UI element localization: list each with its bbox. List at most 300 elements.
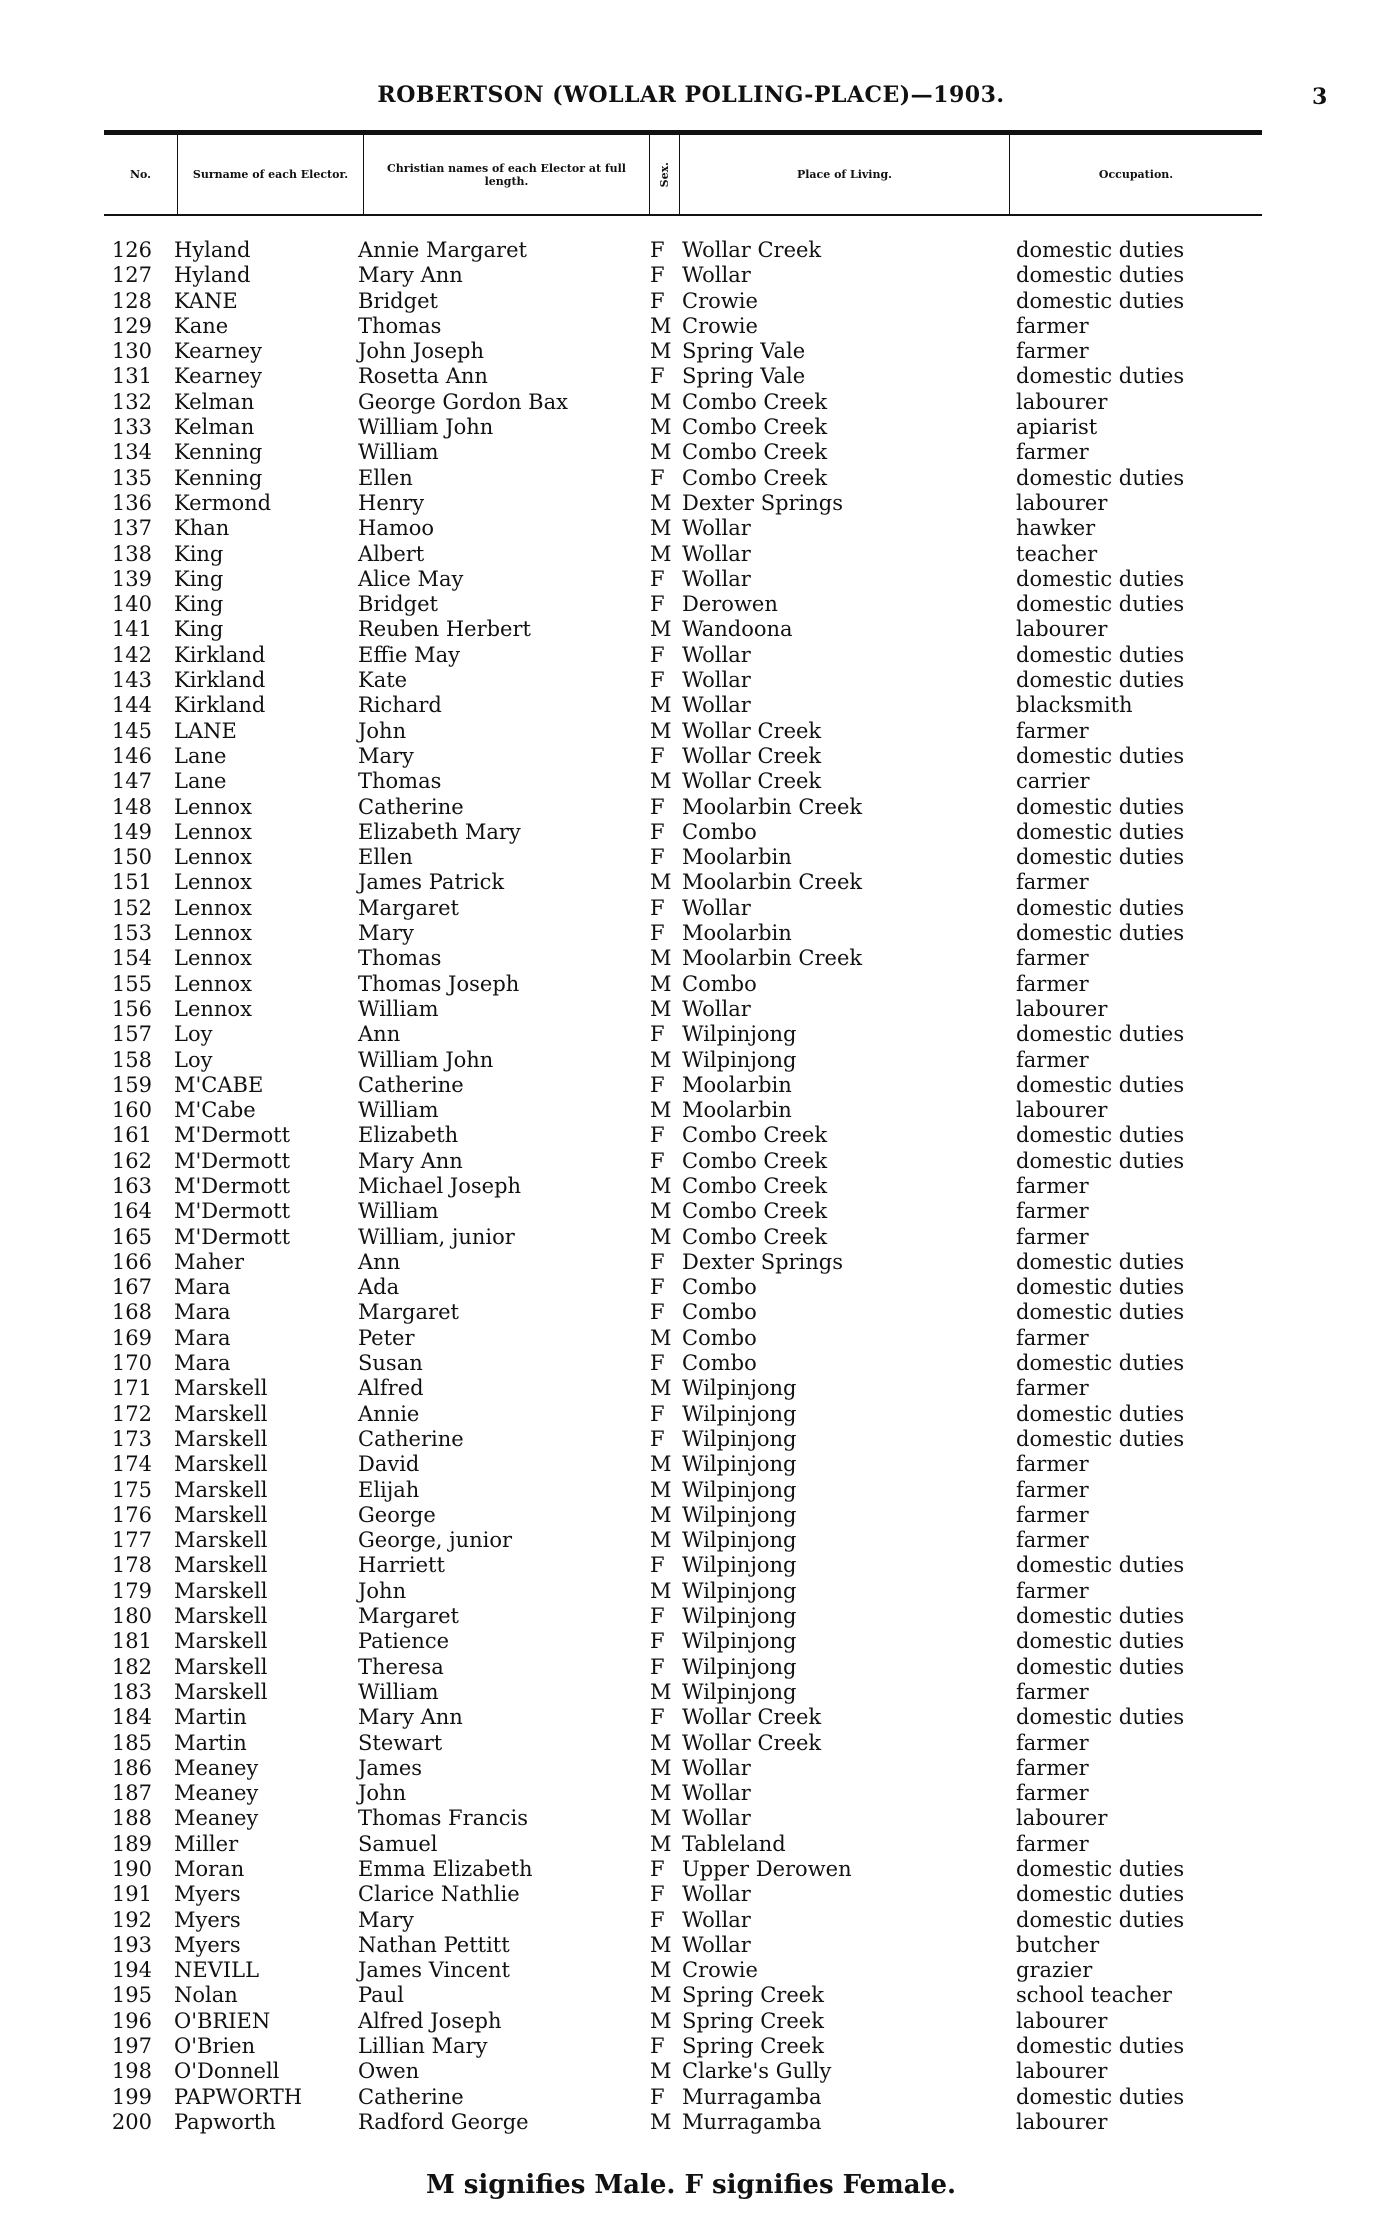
elector-number: 162 (111, 1148, 152, 1173)
elector-christian-names: Owen (358, 2059, 420, 2084)
elector-surname: Kirkland (174, 693, 266, 718)
table-row (0, 1326, 1382, 1351)
elector-number: 193 (111, 1932, 152, 1957)
elector-number: 182 (111, 1654, 152, 1679)
elector-surname: Marskell (174, 1426, 268, 1451)
elector-occupation: farmer (1016, 1755, 1089, 1780)
elector-sex: F (650, 1401, 665, 1426)
elector-sex: M (650, 996, 672, 1021)
elector-number: 195 (111, 1983, 152, 2008)
elector-place-of-living: Wilpinjong (682, 1578, 797, 1603)
elector-place-of-living: Wilpinjong (682, 1022, 797, 1047)
elector-christian-names: Rosetta Ann (358, 364, 488, 389)
elector-occupation: farmer (1016, 1452, 1089, 1477)
table-row (0, 643, 1382, 668)
elector-occupation: domestic duties (1016, 794, 1185, 819)
elector-number: 177 (111, 1528, 152, 1553)
elector-sex: M (650, 1831, 672, 1856)
elector-christian-names: George Gordon Bax (358, 389, 568, 414)
table-row (0, 693, 1382, 718)
elector-occupation: farmer (1016, 1376, 1089, 1401)
table-row (0, 1781, 1382, 1806)
elector-place-of-living: Wollar (682, 541, 751, 566)
table-row (0, 263, 1382, 288)
elector-sex: F (650, 1022, 665, 1047)
elector-christian-names: Susan (358, 1351, 423, 1376)
elector-christian-names: Catherine (358, 2084, 464, 2109)
elector-number: 166 (111, 1249, 152, 1274)
elector-place-of-living: Wilpinjong (682, 1376, 797, 1401)
elector-number: 169 (111, 1325, 152, 1350)
elector-occupation: farmer (1016, 1831, 1089, 1856)
table-row (0, 769, 1382, 794)
elector-surname: M'Dermott (174, 1224, 291, 1249)
table-row (0, 2110, 1382, 2135)
elector-surname: Papworth (174, 2109, 276, 2134)
elector-occupation: teacher (1016, 541, 1098, 566)
table-row (0, 1882, 1382, 1907)
elector-sex: F (650, 794, 665, 819)
elector-place-of-living: Upper Derowen (682, 1857, 852, 1881)
elector-occupation: carrier (1016, 769, 1090, 794)
elector-sex: F (650, 1654, 665, 1679)
elector-sex: M (650, 718, 672, 743)
elector-number: 170 (111, 1351, 152, 1376)
elector-number: 151 (111, 870, 152, 895)
elector-christian-names: Samuel (358, 1831, 438, 1856)
elector-sex: F (650, 921, 665, 946)
table-row (0, 1250, 1382, 1275)
elector-number: 161 (111, 1123, 152, 1148)
table-row (0, 795, 1382, 820)
elector-number: 150 (111, 845, 152, 870)
elector-number: 191 (111, 1882, 152, 1907)
table-row (0, 2085, 1382, 2110)
elector-number: 140 (111, 592, 152, 617)
elector-christian-names: Margaret (358, 1604, 459, 1629)
elector-surname: Kane (174, 313, 229, 338)
elector-surname: Myers (174, 1882, 241, 1907)
table-row (0, 2034, 1382, 2059)
elector-occupation: labourer (1016, 389, 1108, 414)
elector-christian-names: John (358, 1578, 407, 1603)
elector-christian-names: Thomas Francis (358, 1806, 528, 1831)
elector-christian-names: Thomas (358, 313, 442, 338)
elector-sex: F (650, 1604, 665, 1629)
elector-christian-names: Mary (358, 921, 414, 946)
table-row (0, 1806, 1382, 1831)
table-row (0, 2009, 1382, 2034)
table-row (0, 1680, 1382, 1705)
elector-place-of-living: Wollar (682, 566, 751, 591)
table-row (0, 1351, 1382, 1376)
elector-sex: F (650, 592, 665, 617)
table-row (0, 1731, 1382, 1756)
elector-surname: Mara (174, 1300, 231, 1325)
elector-occupation: farmer (1016, 313, 1089, 338)
elector-surname: M'Dermott (174, 1199, 291, 1224)
elector-place-of-living: Combo Creek (682, 1148, 828, 1173)
elector-sex: F (650, 1072, 665, 1097)
elector-sex: F (650, 465, 665, 490)
elector-surname: Marskell (174, 1452, 268, 1477)
elector-surname: Hyland (174, 263, 251, 288)
elector-surname: Lennox (174, 819, 252, 844)
table-row (0, 390, 1382, 415)
elector-surname: Mara (174, 1325, 231, 1350)
elector-occupation: domestic duties (1016, 668, 1185, 693)
elector-surname: Kelman (174, 389, 255, 414)
elector-number: 148 (111, 794, 152, 819)
elector-place-of-living: Wollar (682, 1932, 751, 1957)
elector-christian-names: Ada (358, 1275, 400, 1300)
elector-christian-names: Catherine (358, 1072, 464, 1097)
elector-occupation: farmer (1016, 440, 1089, 465)
table-row (0, 972, 1382, 997)
elector-occupation: labourer (1016, 2008, 1108, 2033)
elector-place-of-living: Dexter Springs (682, 490, 844, 515)
elector-place-of-living: Wollar Creek (682, 1705, 822, 1730)
elector-sex: M (650, 1199, 672, 1224)
elector-number: 141 (111, 617, 152, 642)
table-row (0, 1579, 1382, 1604)
table-row (0, 617, 1382, 642)
table-row (0, 466, 1382, 491)
elector-number: 197 (111, 2034, 152, 2059)
elector-place-of-living: Wilpinjong (682, 1452, 797, 1477)
elector-place-of-living: Spring Vale (682, 339, 806, 364)
elector-number: 187 (111, 1781, 152, 1806)
elector-surname: King (174, 592, 224, 617)
elector-number: 130 (111, 339, 152, 364)
elector-sex: M (650, 946, 672, 971)
elector-place-of-living: Tableland (682, 1831, 786, 1856)
elector-sex: M (650, 516, 672, 541)
elector-christian-names: Mary Ann (358, 1148, 463, 1173)
elector-surname: Lennox (174, 971, 252, 996)
elector-occupation: farmer (1016, 1224, 1089, 1249)
elector-surname: O'BRIEN (174, 2008, 271, 2033)
elector-number: 142 (111, 642, 152, 667)
elector-sex: M (650, 1047, 672, 1072)
elector-place-of-living: Wollar (682, 895, 751, 920)
elector-sex: F (650, 1123, 665, 1148)
elector-number: 178 (111, 1553, 152, 1578)
elector-place-of-living: Moolarbin (682, 845, 792, 870)
elector-occupation: farmer (1016, 1730, 1089, 1755)
table-row (0, 1857, 1382, 1882)
elector-christian-names: Alice May (358, 566, 464, 591)
elector-number: 152 (111, 895, 152, 920)
elector-christian-names: James (358, 1755, 423, 1780)
elector-surname: Miller (174, 1831, 239, 1856)
table-row (0, 1604, 1382, 1629)
elector-christian-names: William (358, 1679, 439, 1704)
table-row (0, 1073, 1382, 1098)
elector-christian-names: Margaret (358, 1300, 459, 1325)
elector-surname: Lennox (174, 895, 252, 920)
table-row (0, 1022, 1382, 1047)
elector-surname: Lane (174, 769, 227, 794)
elector-number: 138 (111, 541, 152, 566)
elector-number: 127 (111, 263, 152, 288)
elector-sex: M (650, 1528, 672, 1553)
elector-number: 185 (111, 1730, 152, 1755)
elector-christian-names: William, junior (358, 1224, 515, 1249)
table-row (0, 997, 1382, 1022)
elector-number: 131 (111, 364, 152, 389)
table-row (0, 1908, 1382, 1933)
elector-number: 156 (111, 996, 152, 1021)
table-row (0, 1503, 1382, 1528)
elector-surname: Hyland (174, 238, 251, 262)
elector-place-of-living: Wilpinjong (682, 1629, 797, 1654)
elector-sex: F (650, 566, 665, 591)
elector-surname: O'Brien (174, 2034, 256, 2059)
elector-occupation: domestic duties (1016, 465, 1185, 490)
elector-surname: Lennox (174, 845, 252, 870)
elector-occupation: farmer (1016, 946, 1089, 971)
elector-place-of-living: Combo (682, 1325, 757, 1350)
header-sex (650, 135, 680, 214)
elector-sex: M (650, 490, 672, 515)
table-row (0, 567, 1382, 592)
elector-occupation: farmer (1016, 1781, 1089, 1806)
table-row (0, 668, 1382, 693)
elector-surname: Marskell (174, 1654, 268, 1679)
elector-sex: M (650, 1806, 672, 1831)
elector-christian-names: Kate (358, 668, 408, 693)
table-row (0, 1958, 1382, 1983)
elector-surname: Lane (174, 743, 227, 768)
elector-sex: F (650, 743, 665, 768)
elector-place-of-living: Wollar (682, 642, 751, 667)
elector-occupation: domestic duties (1016, 2034, 1185, 2059)
elector-occupation: domestic duties (1016, 1553, 1185, 1578)
elector-number: 181 (111, 1629, 152, 1654)
elector-place-of-living: Wollar (682, 263, 751, 288)
elector-occupation: butcher (1016, 1932, 1100, 1957)
table-row (0, 542, 1382, 567)
elector-sex: F (650, 1857, 665, 1881)
elector-place-of-living: Wollar Creek (682, 743, 822, 768)
header-christian-names: Christian names of each Elector at full length. (364, 135, 650, 214)
table-row (0, 1983, 1382, 2008)
elector-occupation: farmer (1016, 1173, 1089, 1198)
table-row (0, 364, 1382, 389)
elector-christian-names: Bridget (358, 288, 438, 313)
elector-place-of-living: Combo (682, 1275, 757, 1300)
header-sex-label: Sex. (658, 161, 671, 188)
elector-christian-names: William (358, 440, 439, 465)
elector-surname: Myers (174, 1907, 241, 1932)
elector-number: 129 (111, 313, 152, 338)
elector-christian-names: Effie May (358, 642, 460, 667)
elector-place-of-living: Crowie (682, 1958, 758, 1983)
elector-sex: M (650, 339, 672, 364)
table-row (0, 415, 1382, 440)
elector-number: 164 (111, 1199, 152, 1224)
elector-occupation: domestic duties (1016, 364, 1185, 389)
elector-number: 189 (111, 1831, 152, 1856)
elector-sex: M (650, 1755, 672, 1780)
elector-place-of-living: Wollar (682, 996, 751, 1021)
elector-place-of-living: Wollar Creek (682, 718, 822, 743)
elector-sex: M (650, 1932, 672, 1957)
elector-number: 188 (111, 1806, 152, 1831)
elector-occupation: domestic duties (1016, 642, 1185, 667)
elector-occupation: domestic duties (1016, 1401, 1185, 1426)
page-title: ROBERTSON (WOLLAR POLLING-PLACE)—1903. (377, 82, 1005, 108)
elector-surname: KANE (174, 288, 238, 313)
elector-surname: Mara (174, 1275, 231, 1300)
elector-christian-names: Thomas (358, 769, 442, 794)
elector-christian-names: John Joseph (358, 339, 485, 364)
elector-occupation: domestic duties (1016, 895, 1185, 920)
elector-surname: Myers (174, 1932, 241, 1957)
elector-surname: Meaney (174, 1755, 259, 1780)
elector-surname: Marskell (174, 1604, 268, 1629)
elector-surname: Moran (174, 1857, 245, 1881)
elector-christian-names: Margaret (358, 895, 459, 920)
elector-occupation: domestic duties (1016, 1604, 1185, 1629)
elector-number: 157 (111, 1022, 152, 1047)
elector-sex: M (650, 1781, 672, 1806)
elector-number: 175 (111, 1477, 152, 1502)
elector-occupation: domestic duties (1016, 1857, 1185, 1881)
elector-occupation: domestic duties (1016, 1882, 1185, 1907)
elector-christian-names: Theresa (358, 1654, 444, 1679)
elector-surname: Lennox (174, 946, 252, 971)
elector-place-of-living: Wilpinjong (682, 1047, 797, 1072)
elector-occupation: farmer (1016, 1047, 1089, 1072)
elector-occupation: domestic duties (1016, 1148, 1185, 1173)
elector-number: 158 (111, 1047, 152, 1072)
table-row (0, 1402, 1382, 1427)
elector-sex: F (650, 1907, 665, 1932)
elector-sex: F (650, 845, 665, 870)
elector-christian-names: Clarice Nathlie (358, 1882, 520, 1907)
elector-christian-names: David (358, 1452, 420, 1477)
elector-surname: Marskell (174, 1502, 268, 1527)
elector-place-of-living: Combo Creek (682, 415, 828, 440)
elector-place-of-living: Combo Creek (682, 1173, 828, 1198)
elector-christian-names: Richard (358, 693, 442, 718)
elector-surname: Kearney (174, 339, 262, 364)
elector-occupation: farmer (1016, 1199, 1089, 1224)
elector-occupation: domestic duties (1016, 1249, 1185, 1274)
elector-number: 143 (111, 668, 152, 693)
elector-occupation: domestic duties (1016, 1300, 1185, 1325)
elector-sex: F (650, 1300, 665, 1325)
elector-surname: M'Dermott (174, 1173, 291, 1198)
table-row (0, 870, 1382, 895)
elector-number: 167 (111, 1275, 152, 1300)
elector-christian-names: Paul (358, 1983, 404, 2008)
elector-place-of-living: Combo (682, 1351, 757, 1376)
table-row (0, 1149, 1382, 1174)
elector-number: 179 (111, 1578, 152, 1603)
elector-number: 183 (111, 1679, 152, 1704)
elector-surname: King (174, 566, 224, 591)
elector-sex: F (650, 819, 665, 844)
elector-surname: Marskell (174, 1629, 268, 1654)
elector-place-of-living: Combo (682, 1300, 757, 1325)
elector-sex: M (650, 1452, 672, 1477)
table-row (0, 1655, 1382, 1680)
elector-place-of-living: Wollar (682, 1755, 751, 1780)
elector-christian-names: Elizabeth (358, 1123, 459, 1148)
elector-place-of-living: Wollar (682, 1907, 751, 1932)
elector-number: 192 (111, 1907, 152, 1932)
elector-number: 128 (111, 288, 152, 313)
elector-place-of-living: Crowie (682, 313, 758, 338)
table-row (0, 1553, 1382, 1578)
elector-place-of-living: Dexter Springs (682, 1249, 844, 1274)
elector-sex: F (650, 1351, 665, 1376)
elector-occupation: domestic duties (1016, 1629, 1185, 1654)
elector-surname: Kelman (174, 415, 255, 440)
elector-place-of-living: Wilpinjong (682, 1477, 797, 1502)
elector-surname: Marskell (174, 1477, 268, 1502)
elector-sex: M (650, 2008, 672, 2033)
elector-number: 196 (111, 2008, 152, 2033)
elector-surname: O'Donnell (174, 2059, 280, 2084)
table-row (0, 1629, 1382, 1654)
elector-surname: M'Dermott (174, 1148, 291, 1173)
elector-surname: Loy (174, 1047, 213, 1072)
elector-sex: M (650, 389, 672, 414)
elector-occupation: farmer (1016, 870, 1089, 895)
elector-sex: M (650, 1679, 672, 1704)
table-row (0, 289, 1382, 314)
header-place-of-living: Place of Living. (680, 135, 1010, 214)
elector-occupation: domestic duties (1016, 1022, 1185, 1047)
elector-occupation: grazier (1016, 1958, 1093, 1983)
elector-christian-names: Bridget (358, 592, 438, 617)
elector-surname: Kirkland (174, 668, 266, 693)
elector-christian-names: John (358, 718, 407, 743)
elector-number: 172 (111, 1401, 152, 1426)
elector-place-of-living: Moolarbin Creek (682, 794, 863, 819)
elector-sex: F (650, 642, 665, 667)
elector-occupation: farmer (1016, 339, 1089, 364)
elector-number: 139 (111, 566, 152, 591)
elector-place-of-living: Wilpinjong (682, 1654, 797, 1679)
elector-sex: M (650, 1477, 672, 1502)
elector-sex: M (650, 693, 672, 718)
elector-place-of-living: Spring Creek (682, 1983, 824, 2008)
elector-place-of-living: Combo Creek (682, 440, 828, 465)
elector-occupation: farmer (1016, 1325, 1089, 1350)
elector-place-of-living: Clarke's Gully (682, 2059, 832, 2084)
table-row (0, 719, 1382, 744)
elector-occupation: domestic duties (1016, 921, 1185, 946)
elector-occupation: school teacher (1016, 1983, 1172, 2008)
elector-sex: F (650, 1882, 665, 1907)
elector-sex: F (650, 1629, 665, 1654)
elector-christian-names: Mary Ann (358, 1705, 463, 1730)
elector-occupation: domestic duties (1016, 1426, 1185, 1451)
elector-surname: PAPWORTH (174, 2084, 303, 2109)
elector-surname: Meaney (174, 1806, 259, 1831)
elector-occupation: domestic duties (1016, 1705, 1185, 1730)
table-row (0, 921, 1382, 946)
elector-occupation: hawker (1016, 516, 1096, 541)
table-row (0, 1832, 1382, 1857)
elector-place-of-living: Derowen (682, 592, 778, 617)
elector-sex: M (650, 2109, 672, 2134)
